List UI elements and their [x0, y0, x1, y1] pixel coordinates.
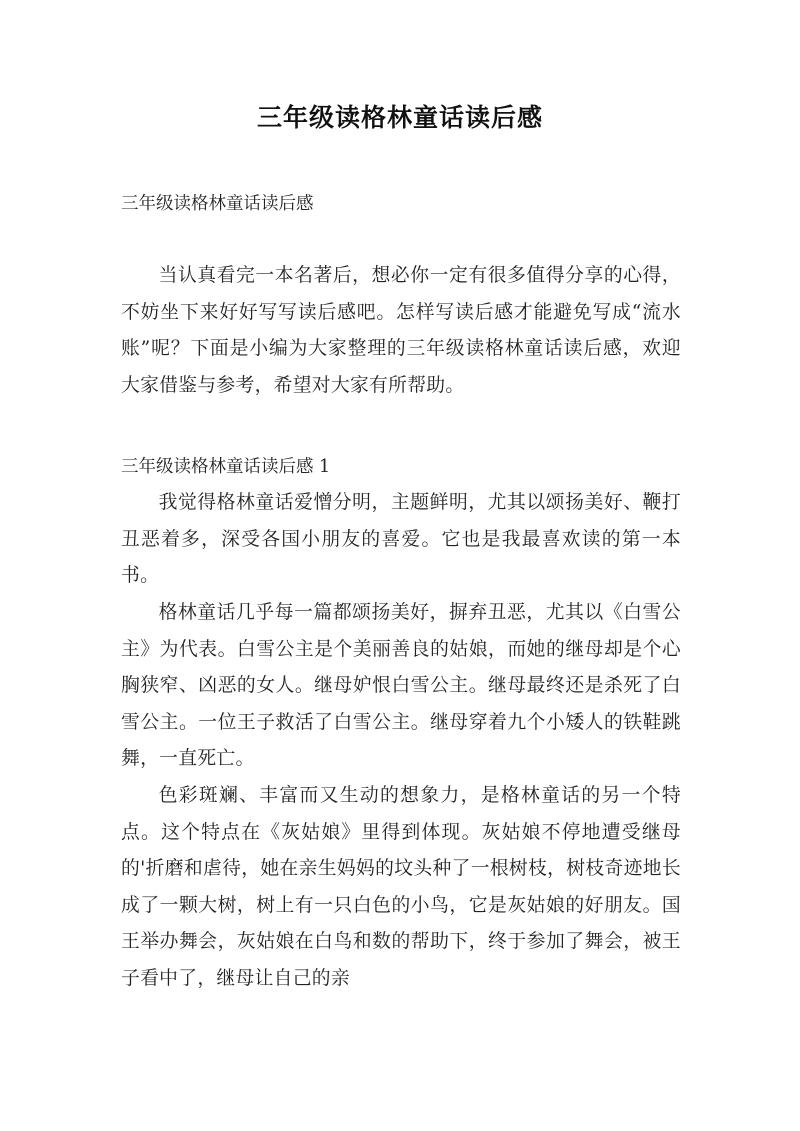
intro-paragraph: 当认真看完一本名著后，想必你一定有很多值得分享的心得，不妨坐下来好好写写读后感吧。怎样写读后感才能避免写成“流水账”呢？下面是小编为大家整理的三年级读格林童话读后感，欢迎大家借鉴与参考，希望对大家有所帮助。	[121, 265, 681, 396]
body-paragraph-3: 色彩斑斓、丰富而又生动的想象力，是格林童话的另一个特点。这个特点在《灰姑娘》里得到体现。灰姑娘不停地遭受继母的'折磨和虐待，她在亲生妈妈的坟头种了一根树枝，树枝奇迹地长成了一颗大树，树上有一只白色的小鸟，它是灰姑娘的好朋友。国王举办舞会，灰姑娘在白鸟和数的帮助下，终于参加了舞会，被王子看中了，继母让自己的亲	[121, 785, 681, 989]
body-paragraph-1: 我觉得格林童话爱憎分明，主题鲜明，尤其以颂扬美好、鞭打丑恶着多，深受各国小朋友的喜爱。它也是我最喜欢读的第一本书。	[121, 492, 681, 587]
document-title: 三年级读格林童话读后感	[256, 103, 543, 132]
section-heading: 三年级读格林童话读后感 1	[121, 457, 331, 477]
document-subtitle: 三年级读格林童话读后感	[121, 194, 314, 214]
body-paragraph-2: 格林童话几乎每一篇都颂扬美好，摒弃丑恶，尤其以《白雪公主》为代表。白雪公主是个美丽善良的姑娘，而她的继母却是个心胸狭窄、凶恶的女人。继母妒恨白雪公主。继母最终还是杀死了白雪公主。一位王子救活了白雪公主。继母穿着九个小矮人的铁鞋跳舞，一直死亡。	[121, 602, 681, 770]
